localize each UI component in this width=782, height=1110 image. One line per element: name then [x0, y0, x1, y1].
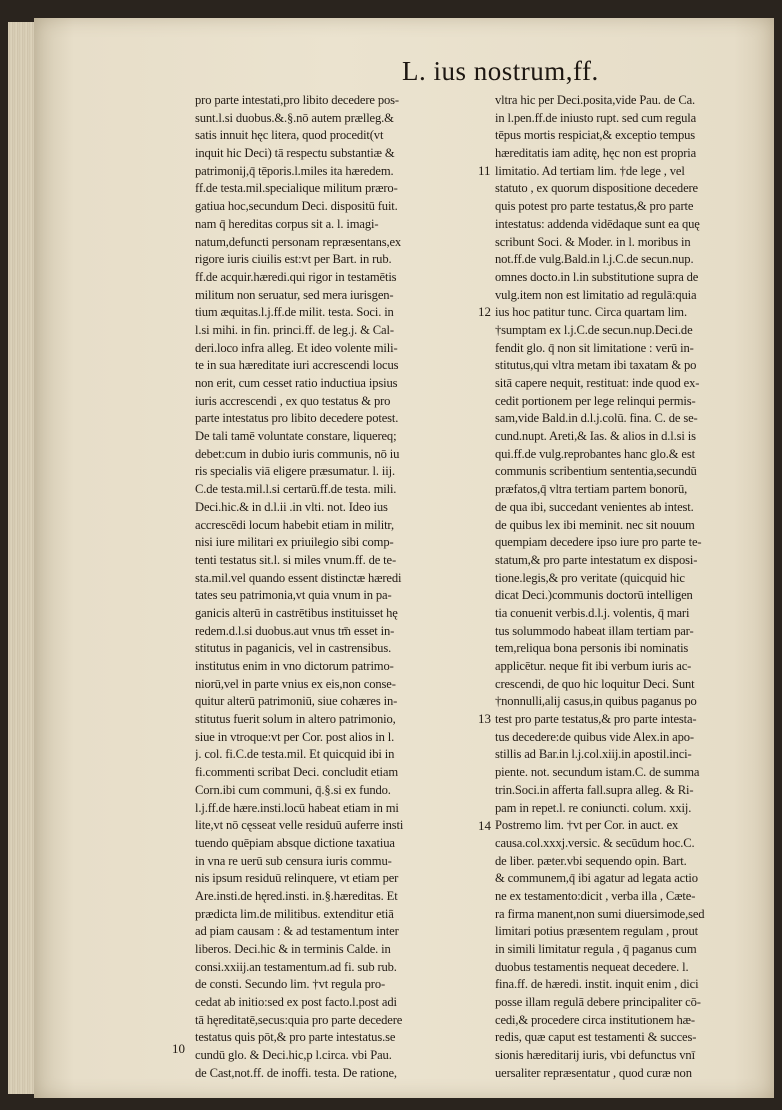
text-line: ad piam causam : & ad testamentum inter	[195, 924, 399, 939]
margin-number-12: 12	[478, 304, 491, 319]
text-line: crescendi, de quo hic loquitur Deci. Sunt	[495, 676, 695, 691]
text-line: testatus quis pōt,& pro parte intestatus.se	[195, 1030, 396, 1045]
text-line: cedi,& procedere circa institutionem hæ-	[495, 1012, 695, 1027]
text-line: institutus enim in vno dictorum patrimo-	[195, 659, 394, 673]
text-line: Postremo lim. †vt per Cor. in auct. ex	[495, 818, 679, 833]
text-line: niorū,vel in parte vnius ex eis,non conse-	[195, 676, 396, 691]
text-line: tium æquitas.l.j.ff.de milit. testa. Soci. in	[195, 305, 394, 320]
text-line: not.ff.de vulg.Bald.in l.j.C.de secun.nup.	[495, 252, 694, 267]
text-line: C.de testa.mil.l.si certarū.ff.de testa. mili.	[195, 482, 397, 497]
text-line: de quibus lex ibi meminit. nec sit nouum	[495, 517, 695, 532]
text-line: uersaliter repræsentatur , quod curæ non	[495, 1065, 692, 1080]
text-line: tia conuenit verbis.d.l.j. volentis, q̄ mari	[495, 605, 690, 620]
text-line: liberos. Deci.hic & in terminis Calde. in	[195, 942, 391, 956]
text-line: inquit hic Deci) tā respectu substantiæ &	[195, 146, 395, 161]
text-line: sionis hæreditarij iuris, vbi defunctus vnī	[495, 1048, 695, 1063]
text-line: limitari potius præsentem regulam , prout	[495, 924, 699, 939]
text-line: iuris accrescendi , ex quo testatus & pro	[195, 393, 391, 408]
text-line: tates seu patrimonia,vt quia vnum in pa-	[195, 588, 392, 603]
text-line: cedit portionem per lege relinqui permis-	[495, 393, 696, 408]
text-line: quis potest pro parte testatus,& pro parte	[495, 199, 694, 214]
text-line: posse illam regulā debere principaliter cō-	[495, 995, 701, 1010]
text-line: consi.xxiij.an testamentum.ad fi. sub rub.	[195, 959, 397, 974]
text-line: intestatus: addenda vidēdaque sunt ea quę	[495, 216, 700, 231]
text-line: ff.de acquir.hæredi.qui rigor in testamētis	[195, 269, 397, 284]
text-line: vulg.item non est limitatio ad regulā:quia	[495, 287, 697, 302]
text-line: rigore iuris ciuilis est:vt per Bart. in rub.	[195, 252, 392, 267]
text-line: sam,vide Bald.in d.l.j.colū. fina. C. de se-	[495, 411, 698, 426]
right-column	[495, 92, 767, 1083]
margin-number-13: 13	[478, 711, 491, 726]
text-line: cundū glo. & Deci.hic,p l.circa. vbi Pau.	[195, 1048, 392, 1063]
text-line: redis, quæ caput est testamenti & succes-	[495, 1030, 697, 1045]
text-line: nam q̄ hereditas corpus sit a. l. imagi-	[195, 216, 379, 231]
margin-number-11: 11	[478, 163, 491, 178]
text-line: satis innuit hęc litera, quod procedit(vt	[195, 128, 384, 143]
text-line: accrescēdi locum habebit etiam in militr,	[195, 517, 394, 532]
text-line: non erit, cum cesset ratio inductiua ipsius	[195, 376, 398, 390]
text-line: siue in vtroque:vt per Cor. post alios in l.	[195, 729, 395, 744]
text-line: scribunt Soci. & Moder. in l. moribus in	[495, 234, 691, 249]
margin-number-14: 14	[478, 818, 491, 833]
text-line: lite,vt nō cęsseat velle residuū auferre insti	[195, 818, 404, 833]
text-line: stitutus fuerit solum in altero patrimonio,	[195, 712, 396, 727]
text-line: ganicis alterū in castrētibus instituisset hę	[195, 605, 398, 620]
text-line: sta.mil.vel quando essent distinctæ hæredi	[195, 570, 402, 585]
text-line: j. col. fi.C.de testa.mil. Et quicquid ibi in	[195, 747, 395, 762]
text-line: †nonnulli,alij casus,in quibus paganus po	[495, 694, 697, 709]
text-line: tus solummodo habeat illam tertiam par-	[495, 623, 694, 638]
text-line: prædicta lim.de militibus. extenditur etiā	[195, 906, 394, 921]
text-line: duobus testamentis nequeat decedere. l.	[495, 959, 689, 974]
text-line: debet:cum in dubio iuris communis, nō iu	[195, 446, 400, 461]
text-line: l.si mihi. in fin. princi.ff. de leg.j. & Cal-	[195, 322, 394, 337]
text-line: l.j.ff.de hære.insti.locū habeat etiam in mi	[195, 800, 399, 815]
text-line: Deci.hic.& in d.l.ii .in vlti. not. Ideo ius	[195, 499, 388, 514]
text-line: de consti. Secundo lim. †vt regula pro-	[195, 977, 386, 992]
text-line: ff.de testa.mil.specialique militum præro-	[195, 181, 398, 196]
text-line: pro parte intestati,pro libito decedere pos-	[195, 93, 399, 107]
text-line: de qua ibi, succedant venientes ab intest.	[495, 499, 694, 514]
text-line: cund.nupt. Areti,& Ias. & alios in d.l.si is	[495, 429, 696, 444]
text-line: patrimonij,q̄ tēporis.l.miles ita hæredem.	[195, 163, 394, 178]
text-line: fi.commenti scribat Deci. concludit etiam	[195, 765, 398, 780]
text-line: vltra hic per Deci.posita,vide Pau. de Ca.	[495, 93, 696, 107]
text-line: †sumptam ex l.j.C.de secun.nup.Deci.de	[495, 322, 693, 337]
text-line: deri.loco infra alleg. Et ideo volente mili-	[195, 340, 398, 355]
text-line: dicat Deci.)communis doctorū intelligen	[495, 588, 693, 603]
text-line: omnes docto.in l.in substitutione supra de	[495, 269, 699, 284]
text-line: quitur alterū patrimoniū, siue cohæres in-	[195, 694, 398, 709]
text-line: De tali tamē voluntate constare, liquereq;	[195, 429, 397, 444]
text-line: nis ipsum residuū relinquere, vt etiam per	[195, 871, 399, 886]
text-line: in vna re uerū sub censura iuris commu-	[195, 853, 392, 868]
text-line: hæreditatis iam aditę, hęc non est propria	[495, 146, 697, 161]
text-line: tenti testatus sit.l. si miles vnum.ff. de te-	[195, 552, 396, 567]
text-line: applicētur. neque fit ibi verbum iuris ac-	[495, 659, 692, 673]
text-line: fendit glo. q̄ non sit limitatione : verū in-	[495, 340, 694, 355]
left-column	[195, 92, 473, 1083]
text-line: sitā capere nequit, restituat: inde quod ex-	[495, 376, 700, 390]
text-line: Are.insti.de hęred.insti. in.§.hæreditas. Et	[195, 888, 398, 903]
text-line: stitutus in paganicis, vel in castrensibus.	[195, 641, 392, 656]
text-line: stitutus,qui vltra metam ibi taxatam & po	[495, 358, 697, 373]
text-line: trin.Soci.in afferta fall.supra alleg. & Ri-	[495, 782, 694, 797]
text-line: piente. not. secundum istam.C. de summa	[495, 765, 700, 780]
text-line: quempiam decedere ipso iure pro parte te-	[495, 535, 702, 550]
text-line: tus decedere:de quibus vide Alex.in apo-	[495, 729, 694, 744]
text-line: tem,reliqua bona personis ibi nominatis	[495, 641, 689, 656]
text-line: stillis ad Bar.in l.j.col.xiij.in apostil.inci-	[495, 747, 692, 762]
text-line: natum,defuncti personam repræsentans,ex	[195, 234, 402, 249]
text-line: tā hęreditatē,secus:quia pro parte decedere	[195, 1012, 403, 1027]
text-line: præfatos,q̄ vltra tertiam partem bonorū,	[495, 482, 688, 497]
text-line: militum non seruatur, sed mera iurisgen-	[195, 287, 394, 302]
text-line: causa.col.xxxj.versic. & secūdum hoc.C.	[495, 835, 695, 850]
text-line: parte intestatus pro libito decedere potest.	[195, 411, 399, 426]
text-line: tione.legis,& pro veritate (quicquid hic	[495, 570, 685, 585]
text-line: nisi iure militari ex priuilegio sibi comp-	[195, 535, 394, 550]
text-line: limitatio. Ad tertiam lim. †de lege , vel	[495, 163, 685, 178]
text-line: ris specialis viā eligere præsumatur. l. iij.	[195, 464, 395, 479]
text-line: ra firma manent,non sumi diuersimode,sed	[495, 906, 705, 921]
text-line: sunt.l.si duobus.&.§.nō autem prælleg.&	[195, 110, 394, 125]
text-line: in simili limitatur regula , q̄ paganus cum	[495, 942, 697, 956]
text-line: pam in repet.l. re coniuncti. colum. xxij.	[495, 800, 692, 815]
text-line: cedat ab initio:sed ex post facto.l.post adi	[195, 995, 397, 1010]
text-line: de liber. pæter.vbi sequendo opin. Bart.	[495, 853, 687, 868]
text-line: communis scribentium sententia,secundū	[495, 464, 697, 479]
text-line: statuto , ex quorum dispositione decedere	[495, 181, 698, 196]
text-line: gatiua hoc,secundum Deci. dispositū fuit.	[195, 199, 398, 214]
text-line: fina.ff. de hæredi. instit. inquit enim , dici	[495, 977, 699, 992]
text-line: tēpus mortis respiciat,& exceptio tempus	[495, 128, 696, 143]
text-line: in l.pen.ff.de iniusto rupt. sed cum regula	[495, 110, 697, 125]
text-line: & communem,q̄ ibi agatur ad legata actio	[495, 871, 698, 886]
text-line: te in sua hæreditate iuri accrescendi locus	[195, 358, 399, 373]
text-line: test pro parte testatus,& pro parte intesta-	[495, 712, 697, 727]
text-line: statum,& pro parte intestatum ex disposi-	[495, 552, 698, 567]
text-line: tuendo quēpiam absque dictione taxatiua	[195, 835, 395, 850]
margin-number-10: 10	[172, 1041, 185, 1056]
running-head: L. ius nostrum,ff.	[402, 56, 599, 86]
text-line: ne ex testamento:dicit , verba illa , Cæte-	[495, 888, 696, 903]
text-line: qui.ff.de vulg.reprobantes hanc glo.& est	[495, 446, 695, 461]
text-line: redem.d.l.si duobus.aut vnus tm̄ esset in-	[195, 623, 395, 638]
text-line: Corn.ibi cum communi, q̄.§.si ex fundo.	[195, 782, 391, 797]
text-line: ius hoc patitur tunc. Circa quartam lim.	[495, 305, 687, 320]
text-line: de Cast,not.ff. de inoffi. testa. De ratione,	[195, 1065, 397, 1080]
